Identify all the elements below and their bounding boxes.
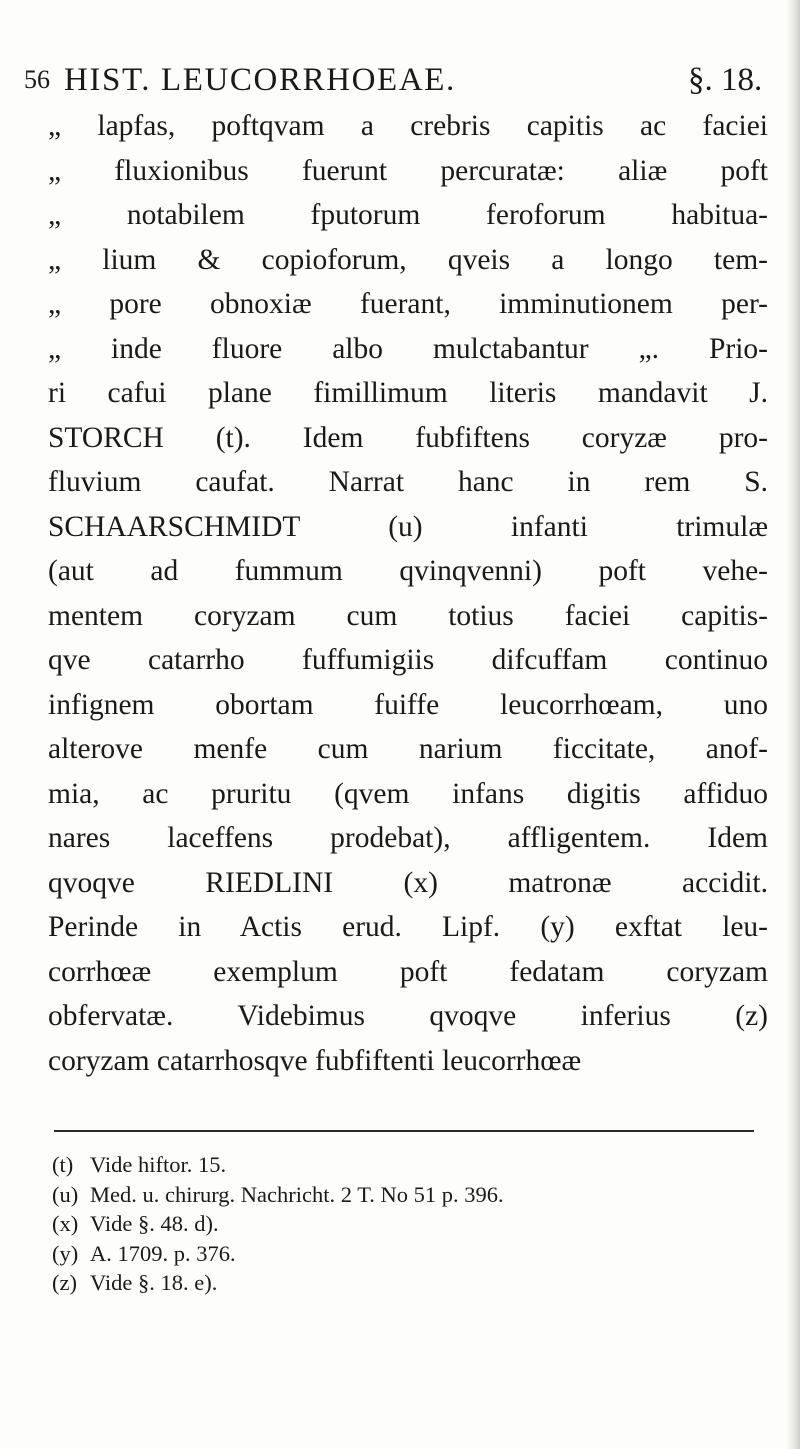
footnote [52,1239,752,1269]
text-line: corrhœæ exemplum poft fedatam coryzam [48,955,768,988]
footnote-text: Med. u. chirurg. Nachricht. 2 T. No 51 p. 396. [90,1181,504,1207]
footnote-mark: (t) [52,1152,74,1177]
text-line: alterove menfe cum narium ficcitate, anof- [48,733,768,765]
footnotes [52,1150,752,1298]
running-title: HIST. LEUCORRHOEAE. [64,62,456,98]
footnote-divider [54,1130,754,1132]
text-line: coryzam catarrhosqve fubfiftenti leucorrhœæ [48,1044,582,1077]
text-line: fluvium caufat. Narrat hanc in rem S. [48,466,768,498]
footnote-mark: (y) [52,1240,79,1266]
text-line: nares laceffens prodebat), affligentem. Idem [48,822,768,854]
section-reference: §. 18. [688,62,763,98]
page-edge-shadow [786,0,800,1449]
text-line: qve catarrho fuffumigiis difcuffam continuo [48,644,768,676]
footnote [52,1150,752,1180]
text-line: „ notabilem fputorum feroforum habitua- [48,199,768,231]
footnote-text: A. 1709. p. 376. [90,1240,236,1266]
running-header [24,60,772,110]
text-line: infignem obortam fuiffe leucorrhœam, uno [48,688,768,721]
footnote [52,1209,752,1239]
body-paragraph [48,104,768,1083]
text-line: STORCH (t). Idem fubfiftens coryzæ pro- [48,421,768,454]
text-line: „ inde fluore albo mulctabantur „. Prio- [48,332,768,365]
text-line: „ lium & copioforum, qveis a longo tem- [48,243,768,276]
footnote-mark: (x) [52,1211,79,1236]
footnote-text: Vide §. 48. d). [90,1211,219,1236]
text-line: Perinde in Actis erud. Lipf. (y) exftat leu- [48,911,768,943]
page-number: 56 [24,65,50,94]
footnote [52,1268,752,1298]
text-line: „ pore obnoxiæ fuerant, imminutionem per- [48,288,768,320]
footnote-text: Vide §. 18. e). [90,1270,218,1295]
text-line: obfervatæ. Videbimus qvoqve inferius (z) [48,1000,768,1032]
text-line: „ lapfas, poftqvam a crebris capitis ac faciei [48,110,768,142]
text-line: mentem coryzam cum totius faciei capitis- [48,599,768,632]
footnote-mark: (u) [52,1181,79,1207]
text-line: SCHAARSCHMIDT (u) infanti trimulæ [48,510,768,543]
footnote-text: Vide hiftor. 15. [90,1152,227,1177]
text-line: ri cafui plane fimillimum literis mandavit J. [48,377,768,409]
text-line: mia, ac pruritu (qvem infans digitis affiduo [48,777,768,810]
text-line: qvoqve RIEDLINI (x) matronæ accidit. [48,866,768,899]
footnote [52,1180,752,1210]
text-line: (aut ad fummum qvinqvenni) poft vehe- [48,555,768,587]
footnote-mark: (z) [52,1270,77,1295]
text-line: „ fluxionibus fuerunt percuratæ: aliæ poft [48,154,768,187]
